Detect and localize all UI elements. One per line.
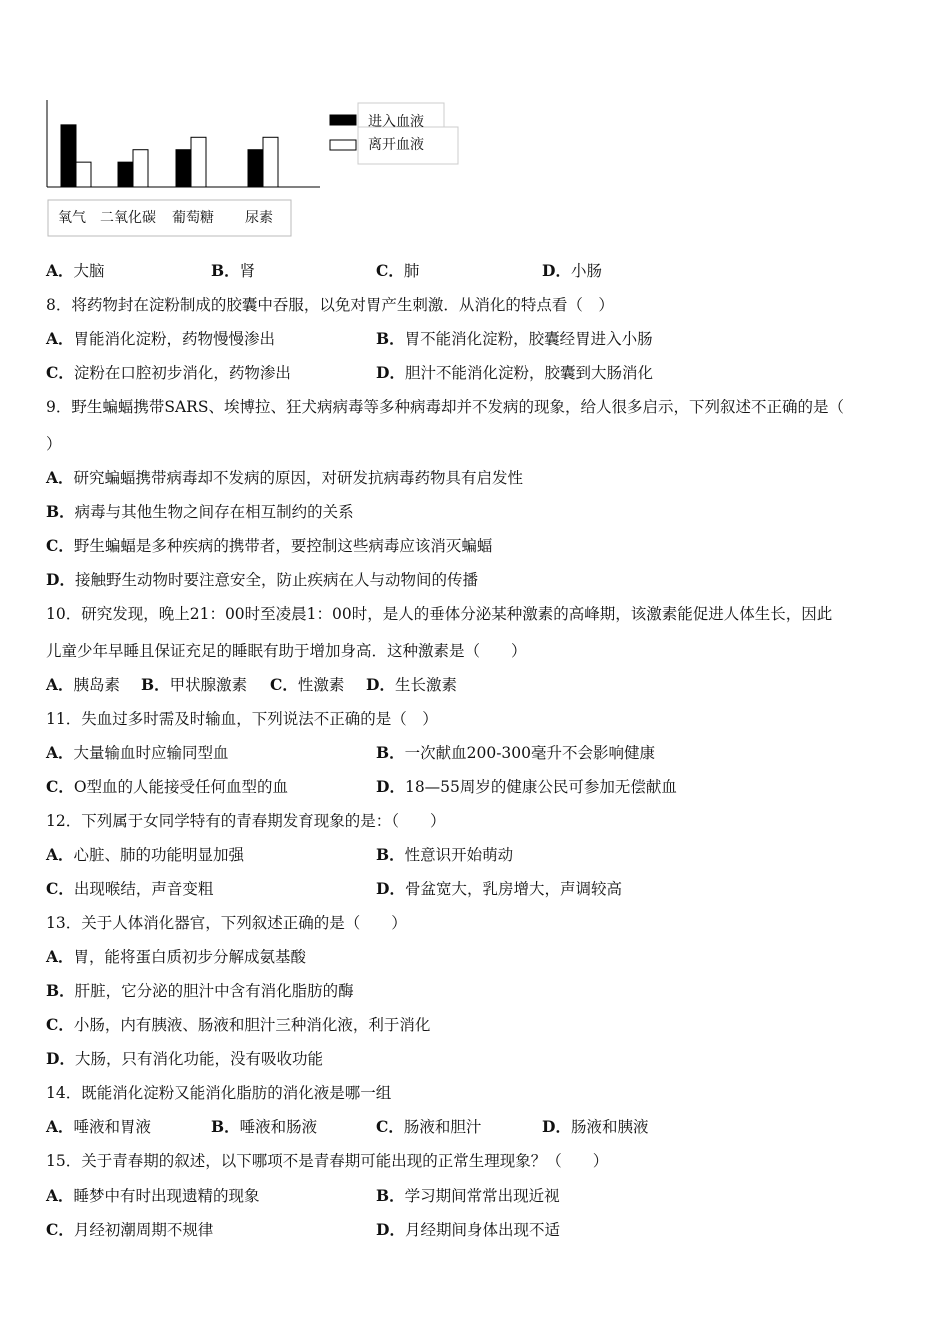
bar-out-0	[76, 162, 91, 187]
q10-stem-line1: 10．研究发现，晚上21：00时至凌晨1：00时，是人的垂体分泌某种激素的高峰期，该激素能促进人体生长，因此	[46, 605, 833, 623]
q9-stem-line1: 9．野生蝙蝠携带SARS、埃博拉、狂犬病病毒等多种病毒却并不发病的现象，给人很多启示，下列叙述不正确的是（	[46, 398, 844, 416]
q13-stem: 13．关于人体消化器官，下列叙述正确的是（ ）	[46, 914, 407, 932]
option-label: A．	[46, 329, 74, 348]
q9-option-a[interactable]	[46, 468, 523, 488]
option-label: A．	[46, 1117, 74, 1136]
option-text: 小肠	[570, 262, 602, 280]
bar-out-2	[191, 137, 206, 187]
q13-option-c[interactable]	[46, 1015, 430, 1035]
q12-option-c[interactable]	[46, 879, 213, 899]
option-label: A．	[46, 845, 74, 864]
bar-chart	[0, 0, 950, 245]
option-text: 性意识开始萌动	[404, 846, 514, 864]
option-label: D．	[376, 777, 405, 796]
option-text: 骨盆宽大，乳房增大，声调较高	[404, 880, 622, 898]
q9-stem-line2: ）	[46, 435, 62, 453]
option-label: A．	[46, 947, 74, 966]
bar-in-1	[118, 162, 133, 187]
option-label: C．	[46, 879, 74, 898]
q10-stem-line2: 儿童少年早睡且保证充足的睡眠有助于增加身高．这种激素是（ ）	[46, 642, 527, 660]
option-label: A．	[46, 743, 74, 762]
option-label: D．	[376, 879, 405, 898]
q13-option-a[interactable]	[46, 947, 306, 967]
q8-option-a[interactable]	[46, 329, 275, 349]
option-label: D．	[542, 1117, 571, 1136]
option-text: 胃不能消化淀粉，胶囊经胃进入小肠	[404, 330, 653, 348]
option-label: C．	[376, 1117, 404, 1136]
option-label: C．	[46, 1015, 74, 1034]
option-label: B．	[211, 261, 240, 280]
option-text: 一次献血200-300毫升不会影响健康	[404, 744, 656, 762]
bar-out-1	[133, 150, 148, 187]
option-label: D．	[376, 1220, 405, 1239]
option-label: B．	[46, 502, 75, 521]
category-label-2: 葡萄糖	[172, 210, 214, 226]
option-text: 性激素	[297, 676, 345, 694]
q11-option-d[interactable]	[376, 777, 677, 797]
option-label: C．	[46, 1220, 74, 1239]
q8-option-d[interactable]	[376, 363, 653, 383]
option-text: 胃，能将蛋白质初步分解成氨基酸	[73, 948, 307, 966]
q13-option-d[interactable]	[46, 1049, 323, 1069]
q10-option-d[interactable]	[366, 675, 457, 695]
option-label: D．	[46, 1049, 75, 1068]
q12-option-a[interactable]	[46, 845, 244, 865]
q8-option-b[interactable]	[376, 329, 653, 349]
option-text: 甲状腺激素	[169, 676, 248, 694]
q9-option-c[interactable]	[46, 536, 492, 556]
option-label: C．	[376, 261, 404, 280]
legend-swatch-filled	[330, 115, 356, 125]
category-label-1: 二氧化碳	[100, 210, 156, 226]
q11-option-a[interactable]	[46, 743, 229, 763]
option-text: 生长激素	[394, 676, 457, 694]
option-label: B．	[211, 1117, 240, 1136]
option-text: 接触野生动物时要注意安全，防止疾病在人与动物间的传播	[74, 571, 478, 589]
q12-stem: 12．下列属于女同学特有的青春期发育现象的是：（ ）	[46, 812, 446, 830]
option-label: A．	[46, 1186, 74, 1205]
q15-option-d[interactable]	[376, 1220, 560, 1240]
category-label-3: 尿素	[245, 210, 273, 226]
option-text: 淀粉在口腔初步消化，药物渗出	[73, 364, 291, 382]
option-label: A．	[46, 261, 74, 280]
option-text: 18—55周岁的健康公民可参加无偿献血	[404, 778, 677, 796]
category-label-0: 氧气	[58, 210, 86, 226]
q15-option-c[interactable]	[46, 1220, 213, 1240]
option-label: B．	[376, 743, 405, 762]
option-text: 胆汁不能消化淀粉，胶囊到大肠消化	[404, 364, 653, 382]
option-label: C．	[46, 777, 74, 796]
option-label: B．	[376, 329, 405, 348]
q8-option-c[interactable]	[46, 363, 291, 383]
option-label: B．	[376, 1186, 405, 1205]
option-text: 月经初潮周期不规律	[73, 1221, 214, 1239]
q15-option-a[interactable]	[46, 1186, 260, 1206]
legend-label-0: 进入血液	[368, 114, 424, 130]
option-text: 研究蝙蝠携带病毒却不发病的原因，对研发抗病毒药物具有启发性	[73, 469, 524, 487]
option-text: 胃能消化淀粉，药物慢慢渗出	[73, 330, 276, 348]
option-label: D．	[542, 261, 571, 280]
q14-stem: 14．既能消化淀粉又能消化脂肪的消化液是哪一组	[46, 1084, 392, 1102]
option-text: 病毒与其他生物之间存在相互制约的关系	[74, 503, 354, 521]
q14-option-c[interactable]	[376, 1117, 481, 1137]
option-text: 肺	[403, 262, 420, 280]
bar-out-3	[263, 137, 278, 187]
q9-option-d[interactable]	[46, 570, 478, 590]
bar-in-3	[248, 150, 263, 187]
q10-option-c[interactable]	[270, 675, 344, 695]
option-text: 胰岛素	[73, 676, 121, 694]
option-label: B．	[46, 981, 75, 1000]
option-label: D．	[376, 363, 405, 382]
option-text: 大脑	[73, 262, 105, 280]
q14-option-b[interactable]	[211, 1117, 317, 1137]
q7-option-b[interactable]	[211, 261, 255, 281]
chart-bars	[61, 125, 278, 187]
option-text: 肠液和胰液	[570, 1118, 649, 1136]
q15-stem: 15．关于青春期的叙述，以下哪项不是青春期可能出现的正常生理现象？（ ）	[46, 1152, 609, 1170]
bar-in-2	[176, 150, 191, 187]
option-text: 肾	[239, 262, 256, 280]
q14-option-a[interactable]	[46, 1117, 151, 1137]
bar-in-0	[61, 125, 76, 187]
option-text: 学习期间常常出现近视	[404, 1187, 560, 1205]
option-label: B．	[376, 845, 405, 864]
option-label: A．	[46, 675, 74, 694]
option-text: 心脏、肺的功能明显加强	[73, 846, 245, 864]
q10-option-a[interactable]	[46, 675, 120, 695]
option-text: 肠液和胆汁	[403, 1118, 482, 1136]
option-text: 肝脏，它分泌的胆汁中含有消化脂肪的酶	[74, 982, 354, 1000]
legend-swatch-empty	[330, 140, 356, 150]
q8-stem: 8．将药物封在淀粉制成的胶囊中吞服，以免对胃产生刺激．从消化的特点看（ ）	[46, 296, 614, 314]
option-text: 大肠，只有消化功能，没有吸收功能	[74, 1050, 323, 1068]
option-text: O型血的人能接受任何血型的血	[73, 778, 289, 796]
q12-option-d[interactable]	[376, 879, 622, 899]
q11-option-b[interactable]	[376, 743, 655, 763]
option-label: A．	[46, 468, 74, 487]
option-text: 野生蝙蝠是多种疾病的携带者，要控制这些病毒应该消灭蝙蝠	[73, 537, 493, 555]
q7-option-d[interactable]	[542, 261, 602, 281]
q14-option-d[interactable]	[542, 1117, 648, 1137]
option-label: C．	[46, 363, 74, 382]
option-text: 唾液和肠液	[239, 1118, 318, 1136]
option-text: 大量输血时应输同型血	[73, 744, 229, 762]
option-label: D．	[366, 675, 395, 694]
option-text: 唾液和胃液	[73, 1118, 152, 1136]
option-label: B．	[141, 675, 170, 694]
legend-label-1: 离开血液	[368, 137, 424, 153]
option-label: C．	[270, 675, 298, 694]
q9-option-b[interactable]	[46, 502, 354, 522]
q13-option-b[interactable]	[46, 981, 354, 1001]
q7-option-c[interactable]	[376, 261, 419, 281]
option-text: 小肠，内有胰液、肠液和胆汁三种消化液，利于消化	[73, 1016, 431, 1034]
option-text: 出现喉结，声音变粗	[73, 880, 214, 898]
q7-option-a[interactable]	[46, 261, 105, 281]
q11-stem: 11．失血过多时需及时输血，下列说法不正确的是（ ）	[46, 710, 438, 728]
q12-option-b[interactable]	[376, 845, 513, 865]
option-label: C．	[46, 536, 74, 555]
q11-option-c[interactable]	[46, 777, 288, 797]
option-text: 睡梦中有时出现遗精的现象	[73, 1187, 260, 1205]
option-label: D．	[46, 570, 75, 589]
q10-option-b[interactable]	[141, 675, 247, 695]
option-text: 月经期间身体出现不适	[404, 1221, 560, 1239]
q15-option-b[interactable]	[376, 1186, 560, 1206]
